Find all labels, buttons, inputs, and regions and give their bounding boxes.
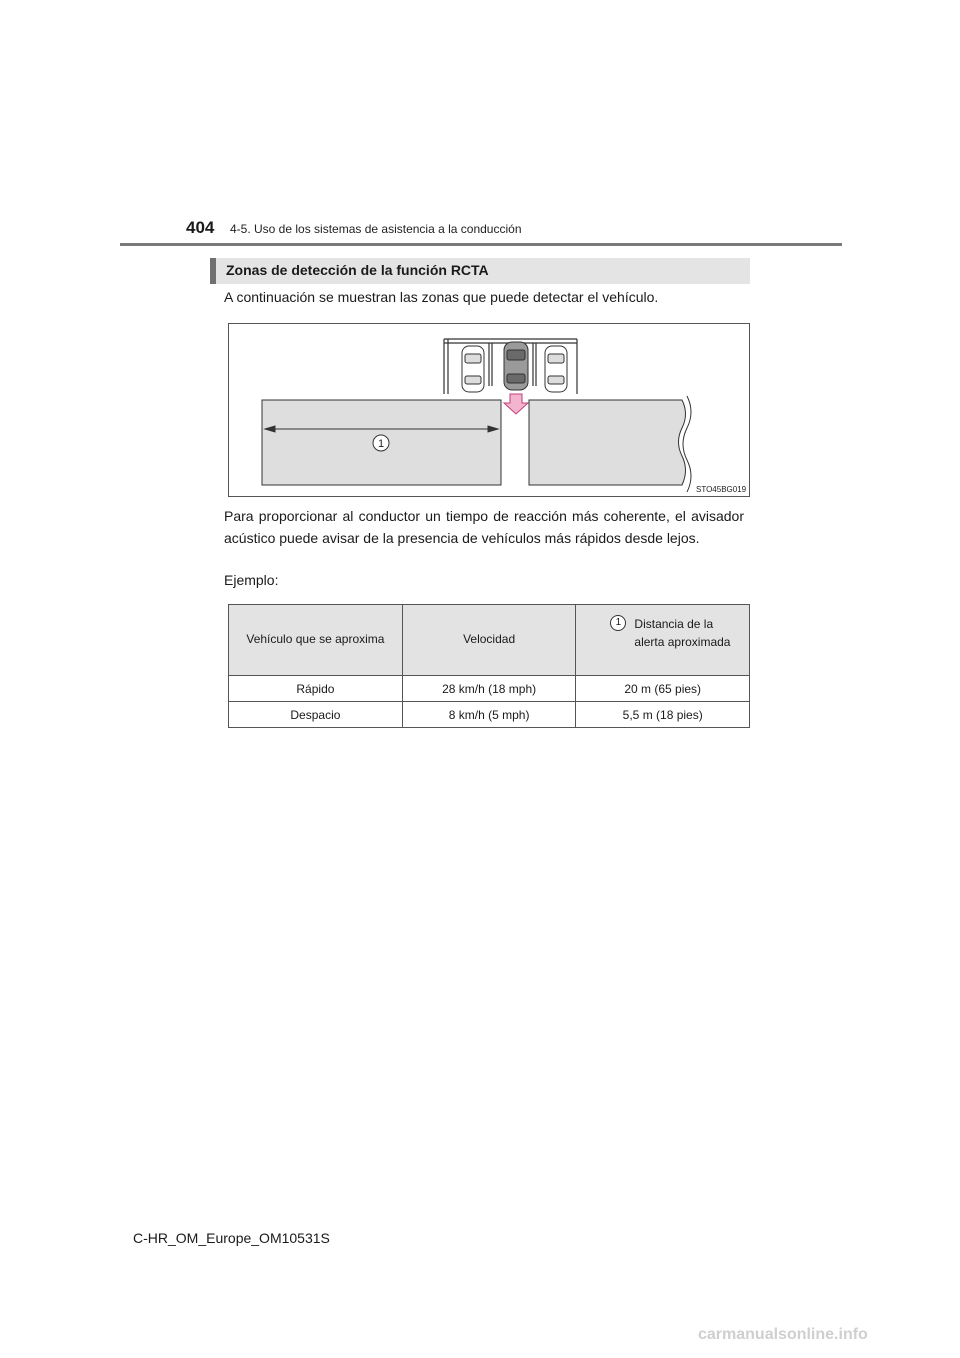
running-head: 4-5. Uso de los sistemas de asistencia a la conducción bbox=[230, 222, 522, 236]
callout-badge: 1 bbox=[610, 615, 626, 631]
speed-distance-table bbox=[228, 604, 750, 728]
table-row bbox=[229, 702, 750, 728]
example-label: Ejemplo: bbox=[224, 572, 279, 588]
section-title: Zonas de detección de la función RCTA bbox=[226, 262, 489, 278]
cell-speed: 8 km/h (5 mph) bbox=[402, 702, 576, 728]
body-paragraph: Para proporcionar al conductor un tiempo de reacción más coherente, el avisador acústico puede avisar de la presencia de vehículos más rápidos desde lejos. bbox=[224, 508, 744, 546]
table-header-row bbox=[229, 605, 750, 676]
header-vehicle: Vehículo que se aproxima bbox=[229, 605, 403, 676]
cell-vehicle: Rápido bbox=[229, 676, 403, 702]
watermark: carmanualsonline.info bbox=[698, 1326, 868, 1343]
cell-distance: 20 m (65 pies) bbox=[576, 676, 750, 702]
parked-car-right-icon bbox=[545, 346, 567, 392]
callout-number: 1 bbox=[377, 438, 385, 450]
footer-doc-id: C-HR_OM_Europe_OM10531S bbox=[133, 1230, 330, 1246]
intro-text: A continuación se muestran las zonas que puede detectar el vehículo. bbox=[224, 289, 659, 305]
header-distance: 1 Distancia de la alerta aproximada bbox=[576, 605, 750, 676]
detection-zone-figure bbox=[228, 323, 750, 497]
cell-vehicle: Despacio bbox=[229, 702, 403, 728]
table-row bbox=[229, 676, 750, 702]
figure-code: STO45BG019 bbox=[696, 485, 747, 494]
header-rule bbox=[120, 243, 842, 246]
section-title-bar bbox=[210, 258, 750, 284]
parked-car-left-icon bbox=[462, 346, 484, 392]
detection-zone-right bbox=[529, 400, 686, 485]
header-speed: Velocidad bbox=[402, 605, 576, 676]
cell-speed: 28 km/h (18 mph) bbox=[402, 676, 576, 702]
reverse-arrow-icon bbox=[504, 394, 528, 414]
subject-car-icon bbox=[504, 342, 528, 390]
page-number: 404 bbox=[186, 218, 215, 237]
cell-distance: 5,5 m (18 pies) bbox=[576, 702, 750, 728]
